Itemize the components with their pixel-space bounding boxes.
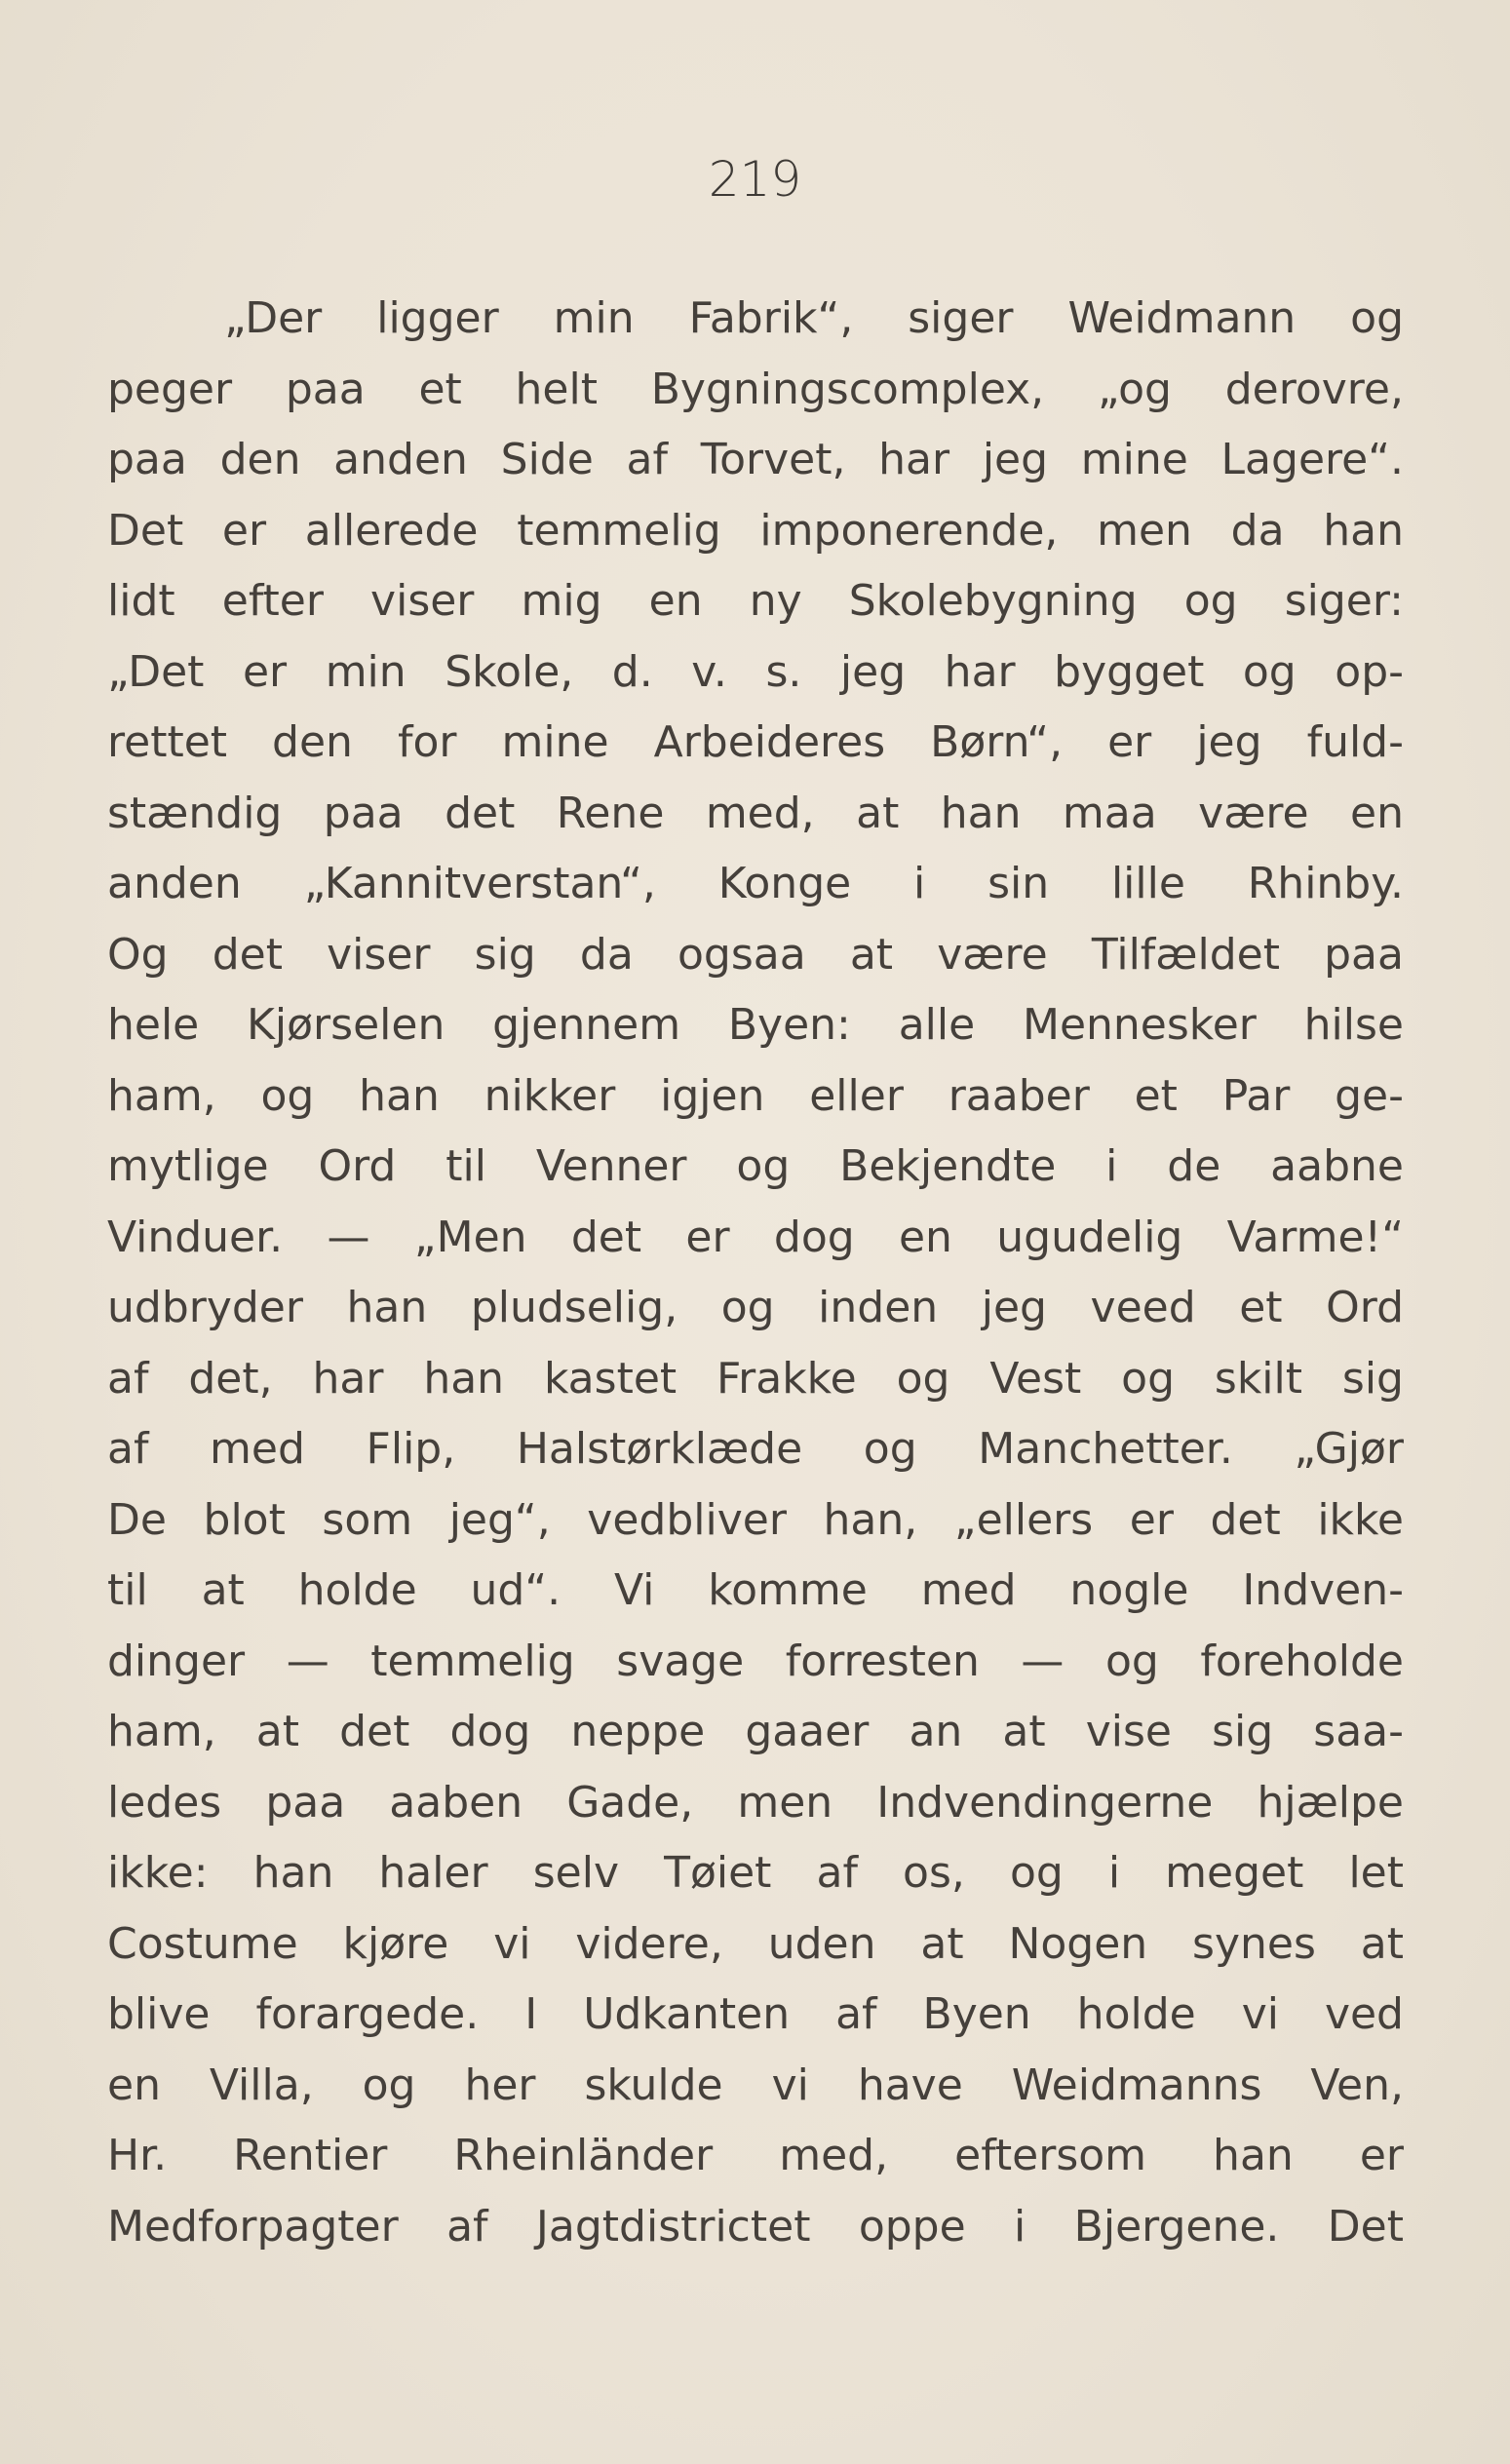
text-line: peger paa et helt Bygningscomplex, „og derovre,: [107, 364, 1404, 414]
page-number: 219: [708, 151, 802, 208]
text-line: „Der ligger min Fabrik“, siger Weidmann og: [224, 293, 1404, 343]
text-line: en Villa, og her skulde vi have Weidmanns Ven,: [107, 2060, 1404, 2110]
text-line: Og det viser sig da ogsaa at være Tilfældet paa: [107, 929, 1404, 980]
text-line: paa den anden Side af Torvet, har jeg mine Lagere“.: [107, 435, 1404, 484]
body-text: [107, 284, 1404, 2262]
text-line: stændig paa det Rene med, at han maa være en: [107, 788, 1404, 838]
text-line: lidt efter viser mig en ny Skolebygning og siger:: [107, 576, 1404, 626]
text-line: Vinduer. — „Men det er dog en ugudelig Varme!“: [107, 1212, 1404, 1262]
text-line: „Det er min Skole, d. v. s. jeg har bygget og op-: [107, 646, 1404, 697]
text-line: udbryder han pludselig, og inden jeg veed et Ord: [107, 1283, 1404, 1332]
text-line: ledes paa aaben Gade, men Indvendingerne hjælpe: [107, 1777, 1404, 1828]
text-line: af det, har han kastet Frakke og Vest og skilt sig: [107, 1353, 1404, 1404]
text-line: ikke: han haler selv Tøiet af os, og i meget let: [107, 1848, 1404, 1898]
text-line: De blot som jeg“, vedbliver han, „ellers er det ikke: [107, 1494, 1404, 1545]
text-line: ham, og han nikker igjen eller raaber et Par ge-: [107, 1070, 1404, 1121]
text-line: ham, at det dog neppe gaaer an at vise sig saa-: [107, 1707, 1404, 1756]
text-line: Costume kjøre vi videre, uden at Nogen synes at: [107, 1918, 1404, 1969]
text-line: til at holde ud“. Vi komme med nogle Indven-: [107, 1565, 1404, 1615]
text-line: Det er allerede temmelig imponerende, men da han: [107, 505, 1404, 556]
text-line: dinger — temmelig svage forresten — og foreholde: [107, 1636, 1404, 1686]
text-line: anden „Kannitverstan“, Konge i sin lille Rhinby.: [107, 859, 1404, 908]
text-line: Medforpagter af Jagtdistrictet oppe i Bjergene. Det: [107, 2201, 1404, 2252]
text-line: rettet den for mine Arbeideres Børn“, er jeg fuld-: [107, 717, 1404, 767]
text-line: af med Flip, Halstørklæde og Manchetter. „Gjør: [107, 1424, 1404, 1474]
text-line: Hr. Rentier Rheinländer med, eftersom han er: [107, 2131, 1404, 2180]
text-line: blive forargede. I Udkanten af Byen holde vi ved: [107, 1989, 1404, 2039]
text-line: hele Kjørselen gjennem Byen: alle Mennesker hilse: [107, 1000, 1404, 1050]
text-line: mytlige Ord til Venner og Bekjendte i de aabne: [107, 1141, 1404, 1191]
